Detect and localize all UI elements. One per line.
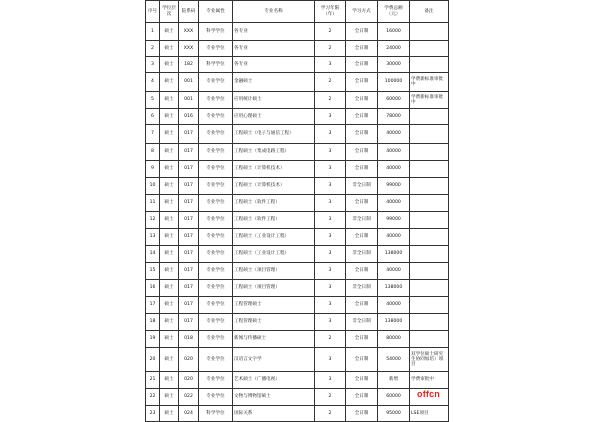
cell-fee: 100000 xyxy=(378,73,410,92)
cell-years: 3 xyxy=(315,144,346,161)
cell-no: 8 xyxy=(146,144,160,161)
table-row xyxy=(146,314,449,331)
cell-note xyxy=(410,263,449,280)
cell-note xyxy=(410,280,449,297)
cell-name: 新闻与传播硕士 xyxy=(233,331,315,348)
cell-mode: 非全日制 xyxy=(346,246,378,263)
cell-mode: 全日制 xyxy=(346,23,378,41)
cell-code: 020 xyxy=(179,348,199,372)
cell-years: 3 xyxy=(315,314,346,331)
cell-name: 工程硕士（软件工程） xyxy=(233,195,315,212)
cell-level: 硕士 xyxy=(160,314,179,331)
cell-code: 017 xyxy=(179,229,199,246)
cell-level: 硕士 xyxy=(160,348,179,372)
cell-mode: 全日制 xyxy=(346,73,378,92)
cell-attr: 科学学位 xyxy=(199,406,233,422)
table-row xyxy=(146,195,449,212)
header-code: 院系码 xyxy=(179,1,199,23)
cell-level: 硕士 xyxy=(160,41,179,57)
table-row xyxy=(146,92,449,109)
cell-years: 3 xyxy=(315,57,346,73)
cell-no: 5 xyxy=(146,92,160,109)
cell-attr: 专业学位 xyxy=(199,144,233,161)
cell-code: XXX xyxy=(179,41,199,57)
cell-fee: 78000 xyxy=(378,109,410,125)
cell-note xyxy=(410,57,449,73)
table-row xyxy=(146,57,449,73)
cell-mode: 非全日制 xyxy=(346,212,378,229)
cell-note xyxy=(410,125,449,144)
cell-no: 23 xyxy=(146,406,160,422)
cell-mode: 全日制 xyxy=(346,406,378,422)
cell-years: 3 xyxy=(315,212,346,229)
cell-name: 工程硕士（计算机技术） xyxy=(233,161,315,178)
cell-years: 3 xyxy=(315,229,346,246)
cell-level: 硕士 xyxy=(160,23,179,41)
cell-name: 应用心理硕士 xyxy=(233,109,315,125)
cell-level: 硕士 xyxy=(160,73,179,92)
header-level: 学位层次 xyxy=(160,1,179,23)
header-fee: 学费总额（元） xyxy=(378,1,410,23)
cell-code: 017 xyxy=(179,263,199,280)
cell-code: 017 xyxy=(179,195,199,212)
cell-attr: 专业学位 xyxy=(199,195,233,212)
table-row xyxy=(146,73,449,92)
cell-no: 7 xyxy=(146,125,160,144)
cell-note xyxy=(410,23,449,41)
cell-level: 硕士 xyxy=(160,297,179,314)
cell-note: 学费新标准审批中 xyxy=(410,73,449,92)
cell-name: 汉语言文字学 xyxy=(233,348,315,372)
cell-note xyxy=(410,178,449,195)
table-row xyxy=(146,109,449,125)
cell-attr: 专业学位 xyxy=(199,389,233,406)
table-row xyxy=(146,144,449,161)
cell-code: 017 xyxy=(179,125,199,144)
cell-note xyxy=(410,212,449,229)
cell-note xyxy=(410,229,449,246)
cell-name: 工程硕士（项目管理） xyxy=(233,280,315,297)
cell-fee: 40000 xyxy=(378,125,410,144)
cell-attr: 专业学位 xyxy=(199,297,233,314)
cell-code: 017 xyxy=(179,144,199,161)
cell-mode: 全日制 xyxy=(346,389,378,406)
cell-years: 3 xyxy=(315,263,346,280)
cell-no: 17 xyxy=(146,297,160,314)
cell-note: 学费审批中 xyxy=(410,372,449,389)
cell-attr: 专业学位 xyxy=(199,41,233,57)
cell-mode: 全日制 xyxy=(346,144,378,161)
cell-name: 国际关系 xyxy=(233,406,315,422)
cell-code: 001 xyxy=(179,73,199,92)
cell-level: 硕士 xyxy=(160,195,179,212)
table-row xyxy=(146,212,449,229)
cell-code: XXX xyxy=(179,23,199,41)
cell-name: 金融硕士 xyxy=(233,73,315,92)
header-mode: 学习方式 xyxy=(346,1,378,23)
table-row xyxy=(146,161,449,178)
cell-mode: 全日制 xyxy=(346,195,378,212)
cell-attr: 专业学位 xyxy=(199,280,233,297)
cell-attr: 专业学位 xyxy=(199,229,233,246)
cell-name: 各专业 xyxy=(233,57,315,73)
header-no: 序号 xyxy=(146,1,160,23)
cell-fee: 新增 xyxy=(378,372,410,389)
cell-mode: 全日制 xyxy=(346,125,378,144)
cell-years: 2 xyxy=(315,406,346,422)
cell-no: 20 xyxy=(146,348,160,372)
cell-note: 双学位硕士研究生协同加培）项目 xyxy=(410,348,449,372)
cell-fee: 138000 xyxy=(378,280,410,297)
cell-no: 13 xyxy=(146,229,160,246)
cell-level: 硕士 xyxy=(160,125,179,144)
cell-code: 016 xyxy=(179,109,199,125)
cell-fee: 40000 xyxy=(378,297,410,314)
table-row xyxy=(146,280,449,297)
header-note: 备注 xyxy=(410,1,449,23)
cell-note xyxy=(410,41,449,57)
table-row xyxy=(146,406,449,422)
cell-level: 硕士 xyxy=(160,372,179,389)
cell-attr: 专业学位 xyxy=(199,92,233,109)
table-row xyxy=(146,178,449,195)
cell-years: 2 xyxy=(315,23,346,41)
cell-attr: 专业学位 xyxy=(199,73,233,92)
cell-mode: 非全日制 xyxy=(346,178,378,195)
table-row xyxy=(146,23,449,41)
cell-note xyxy=(410,297,449,314)
cell-code: 001 xyxy=(179,92,199,109)
table-row xyxy=(146,263,449,280)
cell-name: 工程硕士（工业设计工程） xyxy=(233,229,315,246)
cell-note xyxy=(410,314,449,331)
cell-fee: 54000 xyxy=(378,348,410,372)
cell-fee: 138000 xyxy=(378,246,410,263)
cell-level: 硕士 xyxy=(160,178,179,195)
cell-fee: 40000 xyxy=(378,161,410,178)
cell-note: 学费新标准审批中 xyxy=(410,92,449,109)
table-row xyxy=(146,297,449,314)
cell-fee: 40000 xyxy=(378,229,410,246)
cell-fee: 40000 xyxy=(378,144,410,161)
cell-mode: 全日制 xyxy=(346,41,378,57)
cell-years: 3 xyxy=(315,280,346,297)
cell-name: 工程管理硕士 xyxy=(233,297,315,314)
cell-mode: 非全日制 xyxy=(346,280,378,297)
cell-attr: 科学学位 xyxy=(199,23,233,41)
cell-name: 艺术硕士（广播电视） xyxy=(233,372,315,389)
cell-code: 017 xyxy=(179,161,199,178)
cell-level: 硕士 xyxy=(160,389,179,406)
cell-name: 工程硕士（集成电路工程） xyxy=(233,144,315,161)
table-row xyxy=(146,389,449,406)
cell-no: 4 xyxy=(146,73,160,92)
cell-mode: 全日制 xyxy=(346,372,378,389)
table-header-row xyxy=(146,1,449,23)
cell-years: 3 xyxy=(315,161,346,178)
cell-level: 硕士 xyxy=(160,246,179,263)
cell-code: 017 xyxy=(179,297,199,314)
cell-name: 工程管理硕士 xyxy=(233,314,315,331)
cell-name: 工程硕士（计算机技术） xyxy=(233,178,315,195)
cell-fee: 80000 xyxy=(378,331,410,348)
cell-years: 3 xyxy=(315,178,346,195)
cell-name: 文物与博物馆硕士 xyxy=(233,389,315,406)
cell-fee: 99000 xyxy=(378,178,410,195)
cell-no: 1 xyxy=(146,23,160,41)
cell-attr: 专业学位 xyxy=(199,348,233,372)
cell-no: 11 xyxy=(146,195,160,212)
cell-code: 182 xyxy=(179,57,199,73)
cell-no: 15 xyxy=(146,263,160,280)
cell-no: 10 xyxy=(146,178,160,195)
cell-level: 硕士 xyxy=(160,406,179,422)
cell-code: 022 xyxy=(179,389,199,406)
cell-name: 各专业 xyxy=(233,41,315,57)
cell-no: 6 xyxy=(146,109,160,125)
watermark-logo: offcn xyxy=(417,389,440,399)
cell-fee: 95000 xyxy=(378,406,410,422)
cell-no: 14 xyxy=(146,246,160,263)
cell-no: 22 xyxy=(146,389,160,406)
cell-code: 017 xyxy=(179,212,199,229)
cell-years: 3 xyxy=(315,246,346,263)
cell-mode: 全日制 xyxy=(346,109,378,125)
cell-note xyxy=(410,246,449,263)
cell-code: 020 xyxy=(179,372,199,389)
cell-mode: 全日制 xyxy=(346,297,378,314)
header-attr: 专业属性 xyxy=(199,1,233,23)
cell-attr: 专业学位 xyxy=(199,372,233,389)
cell-code: 024 xyxy=(179,406,199,422)
cell-level: 硕士 xyxy=(160,161,179,178)
cell-attr: 专业学位 xyxy=(199,109,233,125)
cell-no: 21 xyxy=(146,372,160,389)
cell-attr: 专业学位 xyxy=(199,246,233,263)
cell-level: 硕士 xyxy=(160,57,179,73)
table-row xyxy=(146,229,449,246)
cell-level: 硕士 xyxy=(160,109,179,125)
table-row xyxy=(146,246,449,263)
cell-no: 2 xyxy=(146,41,160,57)
cell-fee: 138000 xyxy=(378,314,410,331)
cell-years: 3 xyxy=(315,372,346,389)
cell-no: 18 xyxy=(146,314,160,331)
cell-mode: 全日制 xyxy=(346,161,378,178)
cell-mode: 全日制 xyxy=(346,263,378,280)
cell-mode: 非全日制 xyxy=(346,314,378,331)
table-row xyxy=(146,41,449,57)
cell-code: 017 xyxy=(179,314,199,331)
cell-level: 硕士 xyxy=(160,331,179,348)
cell-fee: 16000 xyxy=(378,23,410,41)
header-years: 学习年限（年） xyxy=(315,1,346,23)
table-body xyxy=(146,23,449,422)
cell-years: 3 xyxy=(315,125,346,144)
cell-attr: 专业学位 xyxy=(199,263,233,280)
cell-attr: 专业学位 xyxy=(199,178,233,195)
cell-attr: 专业学位 xyxy=(199,314,233,331)
cell-name: 应用统计硕士 xyxy=(233,92,315,109)
cell-mode: 全日制 xyxy=(346,92,378,109)
fee-document xyxy=(145,0,450,416)
cell-years: 3 xyxy=(315,109,346,125)
cell-attr: 专业学位 xyxy=(199,331,233,348)
cell-name: 工程硕士（工业设计工程） xyxy=(233,246,315,263)
cell-years: 3 xyxy=(315,195,346,212)
cell-level: 硕士 xyxy=(160,229,179,246)
table-row xyxy=(146,348,449,372)
cell-years: 3 xyxy=(315,348,346,372)
table-row xyxy=(146,331,449,348)
cell-no: 19 xyxy=(146,331,160,348)
cell-level: 硕士 xyxy=(160,263,179,280)
cell-level: 硕士 xyxy=(160,144,179,161)
cell-no: 3 xyxy=(146,57,160,73)
cell-years: 2 xyxy=(315,389,346,406)
cell-fee: 40000 xyxy=(378,263,410,280)
cell-attr: 专业学位 xyxy=(199,125,233,144)
cell-code: 017 xyxy=(179,178,199,195)
cell-note xyxy=(410,144,449,161)
cell-note: LSE项目 xyxy=(410,406,449,422)
cell-fee: 99000 xyxy=(378,212,410,229)
header-name: 专业名称 xyxy=(233,1,315,23)
cell-mode: 全日制 xyxy=(346,331,378,348)
cell-attr: 科学学位 xyxy=(199,57,233,73)
cell-code: 017 xyxy=(179,280,199,297)
cell-fee: 30000 xyxy=(378,57,410,73)
cell-fee: 60000 xyxy=(378,92,410,109)
cell-name: 工程硕士（软件工程） xyxy=(233,212,315,229)
cell-level: 硕士 xyxy=(160,280,179,297)
cell-years: 2 xyxy=(315,92,346,109)
cell-level: 硕士 xyxy=(160,92,179,109)
cell-no: 16 xyxy=(146,280,160,297)
cell-no: 9 xyxy=(146,161,160,178)
cell-note xyxy=(410,331,449,348)
cell-years: 2 xyxy=(315,73,346,92)
cell-note xyxy=(410,195,449,212)
cell-code: 017 xyxy=(179,246,199,263)
cell-fee: 24000 xyxy=(378,41,410,57)
table-row xyxy=(146,125,449,144)
cell-fee: 60000 xyxy=(378,389,410,406)
cell-years: 2 xyxy=(315,331,346,348)
cell-level: 硕士 xyxy=(160,212,179,229)
table-row xyxy=(146,372,449,389)
cell-name: 工程硕士（项目管理） xyxy=(233,263,315,280)
cell-name: 工程硕士（电子与通信工程） xyxy=(233,125,315,144)
cell-attr: 专业学位 xyxy=(199,212,233,229)
cell-mode: 全日制 xyxy=(346,348,378,372)
cell-mode: 全日制 xyxy=(346,229,378,246)
cell-attr: 专业学位 xyxy=(199,161,233,178)
tuition-table xyxy=(145,0,449,422)
cell-fee: 40000 xyxy=(378,195,410,212)
cell-name: 各专业 xyxy=(233,23,315,41)
cell-note xyxy=(410,161,449,178)
cell-years: 2 xyxy=(315,41,346,57)
cell-years: 3 xyxy=(315,297,346,314)
cell-note xyxy=(410,109,449,125)
cell-no: 12 xyxy=(146,212,160,229)
cell-code: 018 xyxy=(179,331,199,348)
cell-mode: 全日制 xyxy=(346,57,378,73)
